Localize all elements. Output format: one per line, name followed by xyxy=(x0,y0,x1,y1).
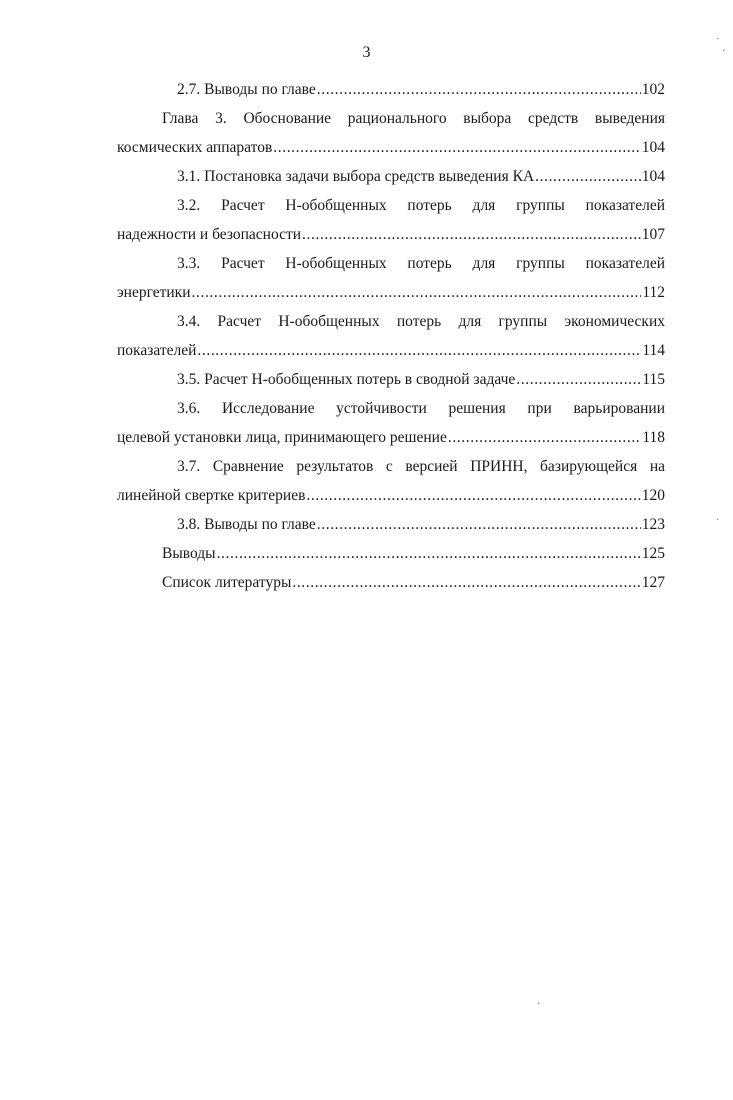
toc-entry-page: 114 xyxy=(642,342,665,359)
toc-leader-dots xyxy=(535,162,641,191)
toc-line xyxy=(117,133,665,162)
toc-entry xyxy=(117,191,665,249)
toc-leader-dots xyxy=(197,336,641,365)
toc-entry-title-continuation: надежности и безопасности xyxy=(117,226,302,243)
toc-leader-dots xyxy=(302,220,641,249)
toc-entry-title: Выводы xyxy=(162,545,216,562)
toc-entry xyxy=(117,249,665,307)
toc-entry-title-first-line: 3.3. Расчет Н-обобщенных потерь для группы показателей xyxy=(177,255,665,272)
toc-entry xyxy=(117,365,665,394)
toc-entry-page: 120 xyxy=(641,487,665,504)
toc-entry xyxy=(117,510,665,539)
scan-speck: · xyxy=(716,515,720,526)
toc-entry-page: 125 xyxy=(641,545,665,562)
toc-leader-dots xyxy=(292,568,640,597)
toc-entry-title: 3.1. Постановка задачи выбора средств выведения КА xyxy=(177,168,535,185)
toc-entry-title-first-line: 3.7. Сравнение результатов с версией ПРИНН, базирующейся на xyxy=(177,458,665,475)
toc-line xyxy=(117,336,665,365)
toc-entry xyxy=(117,394,665,452)
toc-entry-title: 2.7. Выводы по главе xyxy=(177,81,316,98)
toc-leader-dots xyxy=(217,539,641,568)
toc-entry-page: 102 xyxy=(641,81,665,98)
toc-leader-dots xyxy=(317,75,641,104)
toc-entry-page: 104 xyxy=(641,139,665,156)
toc-entry xyxy=(117,104,665,162)
toc-line xyxy=(117,278,665,307)
toc-leader-dots xyxy=(317,510,641,539)
toc-entry-title-continuation: энергетики xyxy=(117,284,191,301)
toc-leader-dots xyxy=(516,365,641,394)
toc-entry-title-continuation: показателей xyxy=(117,342,197,359)
toc-leader-dots xyxy=(448,423,641,452)
table-of-contents xyxy=(117,75,665,597)
scan-speck: · xyxy=(537,999,541,1010)
toc-entry xyxy=(117,452,665,510)
toc-line xyxy=(117,481,665,510)
toc-entry-page: 107 xyxy=(641,226,665,243)
toc-leader-dots xyxy=(273,133,640,162)
toc-entry-title-continuation: линейной свертке критериев xyxy=(117,487,306,504)
toc-line xyxy=(117,75,665,104)
toc-entry-title-first-line: 3.4. Расчет Н-обобщенных потерь для группы экономических xyxy=(177,313,665,330)
toc-leader-dots xyxy=(192,278,642,307)
scan-speck: ˙ xyxy=(716,37,720,48)
toc-entry xyxy=(117,75,665,104)
toc-entry-title-first-line: 3.2. Расчет Н-обобщенных потерь для группы показателей xyxy=(177,197,665,214)
toc-entry xyxy=(117,568,665,597)
toc-entry-page: 115 xyxy=(642,371,665,388)
toc-entry-title: Список литературы xyxy=(162,574,292,591)
toc-line xyxy=(117,539,665,568)
toc-entry-title-first-line: 3.6. Исследование устойчивости решения при варьировании xyxy=(177,400,665,417)
toc-line xyxy=(117,568,665,597)
toc-entry-page: 118 xyxy=(642,429,665,446)
toc-entry xyxy=(117,539,665,568)
toc-line xyxy=(117,423,665,452)
toc-entry-title: 3.5. Расчет Н-обобщенных потерь в сводной задаче xyxy=(177,371,516,388)
toc-entry-page: 104 xyxy=(641,168,665,185)
toc-entry-page: 127 xyxy=(641,574,665,591)
toc-line xyxy=(117,510,665,539)
toc-line xyxy=(117,220,665,249)
toc-leader-dots xyxy=(306,481,640,510)
toc-entry-title-continuation: целевой установки лица, принимающего решение xyxy=(117,429,447,446)
toc-entry-page: 123 xyxy=(641,516,665,533)
toc-line xyxy=(117,162,665,191)
toc-line xyxy=(117,365,665,394)
toc-entry-page: 112 xyxy=(642,284,665,301)
toc-entry-title-continuation: космических аппаратов xyxy=(117,139,273,156)
toc-entry xyxy=(117,162,665,191)
scan-speck: · xyxy=(722,46,726,57)
page-number: 3 xyxy=(362,44,371,61)
toc-entry xyxy=(117,307,665,365)
toc-entry-title: 3.8. Выводы по главе xyxy=(177,516,316,533)
toc-entry-title-first-line: Глава 3. Обоснование рационального выбора средств выведения xyxy=(162,110,665,127)
